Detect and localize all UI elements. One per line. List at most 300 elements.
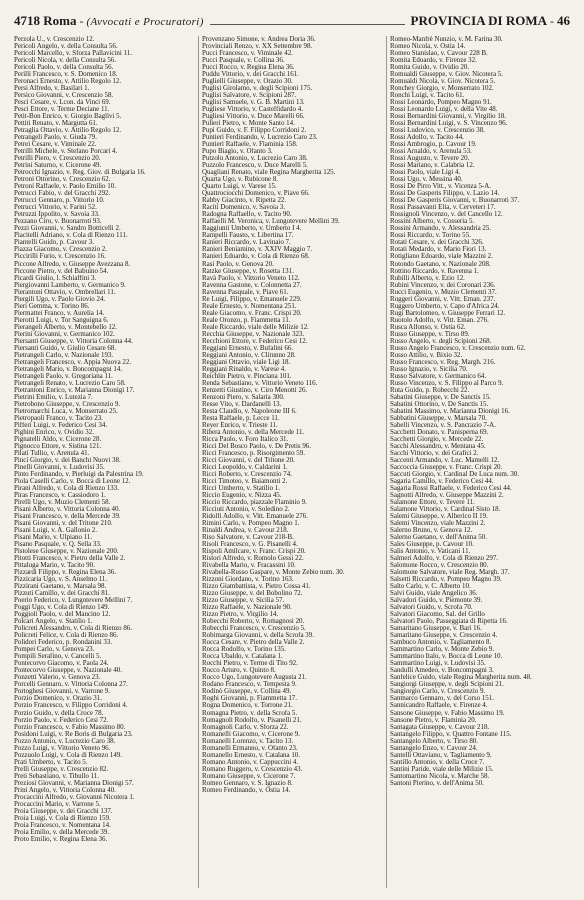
directory-entry: Raggiunti Umberto, v. Umberto I 4. [202, 225, 302, 233]
directory-entry: Rizzoni Giordano, v. Torino 163. [202, 576, 294, 584]
directory-entry: Resta Claudio, v. Napoleone III 6. [202, 407, 297, 415]
directory-entry: Proto Emilio, v. Regina Elena 36. [14, 835, 108, 843]
directory-entry: Sammartino Luigi, v. Ludovisi 35. [390, 660, 486, 668]
directory-entry: Puglisi Girolamo, v. degli Scipioni 175. [202, 85, 313, 93]
directory-entry: Persi Alfredo, v. Basilari 1. [14, 85, 90, 93]
directory-entry: Pisani Francesco, v. della Mercede 39. [14, 513, 121, 521]
directory-entry: Proia Giuseppe, v. dei Gracchi 137. [14, 807, 113, 815]
directory-entry: Piacitelli Adriano, v. Cola di Rienzo 111. [14, 232, 128, 240]
directory-entry: Rossi De Pirro Vitt., v. Vicenza 5-A. [390, 183, 491, 191]
directory-entry: Salvatori Giacomo, Sal. del Grillo [390, 611, 485, 619]
directory-entry: Provinciali Renzo, v. XX Settembre 98. [202, 43, 313, 51]
directory-entry: Santomartino Nicola, v. Marche 58. [390, 772, 490, 780]
directory-entry: Ratzke Giuseppe, v. Rosetta 131. [202, 267, 294, 275]
directory-entry: Pugliesi Vittorio, v. Duce Marelli 66. [202, 113, 305, 121]
directory-entry: Russo Giuseppe, v. Tirso 89. [390, 330, 470, 338]
directory-entry: Robimarga Giovanni, v. della Scrofa 39. [202, 632, 314, 640]
directory-entry: Pittaluga Mario, v. Tacito 90. [14, 562, 95, 570]
directory-entry: Petrucci Vittorio, v. Farini 52. [14, 204, 97, 212]
directory-entry: Rossi Ambrogio, p. Cavour 19. [390, 141, 477, 149]
directory-entry: Santangelo Filippo, v. Quattro Fontane 115. [390, 730, 512, 738]
directory-entry: Prelli Giuseppe, v. Crescenzio 82. [14, 765, 109, 773]
directory-entry: Rossi Ugo, v. Messina 40. [390, 176, 463, 184]
directory-entry: Petit-Bon Enrico, v. Giorgio Baglivi 5. [14, 113, 122, 121]
directory-entry: Ricci Roberto, v. Crescenzio 74. [202, 470, 292, 478]
directory-entry: Santini Paride, viale delle Milizie 15. [390, 765, 494, 773]
directory-entry: Piersanti Giuseppe, v. Vittoria Colonna 44. [14, 337, 133, 345]
directory-entry: Poggioli Paolo, v. del Mancino 12. [14, 611, 111, 619]
directory-entry: Pesci Ettore, v. Terme Deciane 11. [14, 106, 110, 114]
directory-entry: Piola Caselli Carlo, v. Bocca di Leone 12. [14, 477, 131, 485]
directory-entry: Salvatori Paolo, Passeggiata di Ripetta 16. [390, 618, 508, 626]
directory-entry: Rispoli Amilcare, v. Franc. Crispi 20. [202, 548, 306, 556]
directory-entry: Santangelo Alberto, v. Tirso 80. [390, 737, 479, 745]
page-header [14, 13, 570, 31]
directory-entry: Pompei Carlo, v. Genova 23. [14, 646, 95, 654]
directory-entry: Sacchetti Giorgio, v. Mercede 22. [390, 435, 484, 443]
directory-entry: Ruotolo Adolfo, v. Vitt. Eman. 276. [390, 316, 489, 324]
directory-entry: Porzio Paolo, v. Federico Cesi 72. [14, 716, 109, 724]
directory-entry: Puntieri Ferdinando, v. Lucrezio Caro 23. [202, 134, 318, 142]
directory-entry: Salamone Ettore, v. Tevere 11. [390, 499, 475, 507]
directory-entry: Reggiani Rinaldo, v. Varese 4. [202, 365, 287, 373]
directory-entry: Ricci Leopoldo, v. Caldarini 1. [202, 463, 288, 471]
directory-entry: Piantelli Guido, p. Cavour 3. [14, 239, 94, 247]
directory-entry: Rubini Vincenzo, v. dei Coronari 236. [390, 281, 496, 289]
directory-entry: Pietromarchi Luca, v. Monserrato 25. [14, 407, 118, 415]
directory-entry: Pisano Pasquale, v. Q. Sella 33. [14, 541, 102, 549]
directory-entry: Rinaldi Andrea, v. Cavour 218. [202, 527, 289, 535]
listing-columns [14, 36, 570, 888]
directory-entry: Peronaci Ernesto, v. Attilio Regolo 12. [14, 78, 122, 86]
directory-entry: Petrei Cesare, v. Viminale 22. [14, 141, 97, 149]
directory-entry: Ridolfi Adolfo, v. Vitt. Emanuele 276. [202, 513, 308, 521]
directory-entry: Pietrangeli Renato, v. Lucrezio Caro 58. [14, 379, 126, 387]
directory-entry: Rocca Rodolfo, v. Torino 135. [202, 646, 286, 654]
listing-column-3 [386, 36, 570, 888]
directory-entry: Poerio Federico, v. Lungotevere Mellini 7. [14, 597, 133, 605]
directory-entry: Quagliani Renato, viale Regina Margherita 125. [202, 169, 336, 177]
directory-entry: Ruggeri Giovanni, v. Vitt. Eman. 237. [390, 295, 496, 303]
directory-entry: Reggiani Antonio, v. Clitunno 28. [202, 351, 296, 359]
directory-entry: Pietrini Emilio, v. Lutezia 7. [14, 393, 93, 401]
directory-entry: Porzio Domenico, v. Orazio 31. [14, 695, 102, 703]
directory-entry: Romano Giuseppe, v. Cicerone 7. [202, 772, 296, 780]
directory-entry: Rugi Bartolomeo, v. Giuseppe Ferrari 12. [390, 309, 506, 317]
directory-entry: Pucci Francesco, v. Viminale 42. [202, 50, 293, 58]
directory-entry: Sagaria Camillo, v. Federico Cesi 44. [390, 477, 494, 485]
directory-entry: Romano Antonio, v. Cappuccini 4. [202, 758, 299, 766]
directory-entry: Polcari Angelo, v. Statilio 1. [14, 618, 93, 626]
directory-entry: Pisani Luigi, v. A. Gallonio 2. [14, 527, 97, 535]
directory-entry: Preziosi Giovanni, v. Marianna Dionigi 57. [14, 779, 134, 787]
directory-entry: Pistolese Giuseppe, v. Nazionale 200. [14, 548, 119, 556]
directory-entry: Pizzirani Gaetano, v. Marsala 98. [14, 583, 107, 591]
directory-entry: Piergiovanni Lamberto, v. Germanico 9. [14, 281, 126, 289]
directory-entry: Pizzicaria Ugo, v. S. Anselmo 11. [14, 576, 108, 584]
directory-entry: Raffaelli M. Veronica, v. Lungotevere Mellini 39. [202, 218, 340, 226]
directory-entry: Posidoni Luigi, v. Re Boris di Bulgaria 23. [14, 730, 133, 738]
directory-entry: Provenzano Simone, v. Andrea Doria 36. [202, 36, 316, 43]
directory-entry: Prini Angelo, v. Vittoria Colonna 40. [14, 786, 116, 794]
directory-entry: Ricca Paolo, v. Foro Italico 31. [202, 435, 289, 443]
directory-entry: Rizzo Pietro, v. Virgilio 14. [202, 611, 279, 619]
directory-entry: Rossi Paolo, viale Ligi 4. [390, 169, 461, 177]
directory-entry: Pisani Mario, v. Ulpiano 11. [14, 534, 93, 542]
directory-entry: Saccenti Armando, v. Luc. Mamelli 12. [390, 456, 500, 464]
directory-entry: Pulieri Pietro, v. Monte Santo 14. [202, 120, 295, 128]
directory-entry: Petroni Ottorino, v. Crescenzio 62. [14, 176, 111, 184]
directory-entry: Petroni Raffaele, v. Paolo Emilio 10. [14, 183, 116, 191]
directory-entry: Sales Giuseppe, p. Cavour 10. [390, 541, 474, 549]
directory-entry: Rizzo Giuseppe, v. del Bobolino 72. [202, 590, 303, 598]
directory-entry: Sagaria Rossi Raffaele, v. Federico Cesi 44. [390, 485, 512, 492]
directory-entry: Piazza Giacomo, v. Crescenzio 2. [14, 246, 107, 254]
directory-entry: Santangelo Enzo, v. Cavour 24. [390, 744, 478, 752]
directory-entry: Proia Luigi, v. Cola di Rienzo 159. [14, 814, 111, 822]
directory-entry: Rocca Cesare, v. Pietro della Valle 2. [202, 639, 305, 647]
directory-entry: Pupo Biagio, v. Ofanto 3. [202, 148, 273, 156]
directory-entry: Pinci Giorgio, v. dei Banchi Nuovi 38. [14, 456, 121, 464]
directory-entry: Putzolu Antonio, v. Lucrezio Caro 38. [202, 155, 308, 163]
directory-entry: Rossi Riccardo, v. Torino 55. [390, 232, 471, 240]
directory-entry: Recchioni Ettore, v. Federico Cesi 12. [202, 337, 308, 345]
directory-entry: Picardi Giulio, l. Schiaffini 3. [14, 274, 97, 282]
directory-entry: Piras Francesco, v. Cassiodoro 1. [14, 492, 106, 500]
directory-entry: Rotigliano Edoardo, viale Mazzini 2. [390, 253, 493, 261]
directory-entry: Proia Francesco, v. Nomentana 14. [14, 821, 111, 829]
directory-entry: Petrilli Piero, v. Crescenzio 20. [14, 155, 101, 163]
directory-entry: Rossi De Gasperis Filippo, v. Lazio 14. [390, 190, 500, 198]
directory-entry: Pirani Alfredo, v. Cola di Rienzo 133. [14, 485, 119, 492]
directory-entry: Pupi Guido, v. F. Filippo Corridoni 2. [202, 127, 307, 135]
directory-entry: Pietropaoli Franco, v. Tacito 23. [14, 414, 103, 422]
directory-entry: Ranieri Eduardo, v. Cola di Rienzo 68. [202, 253, 310, 261]
directory-entry: Ricci Umberto, v. Statilio 1. [202, 485, 280, 492]
directory-entry: Rossi Arnaldo, v. Arenula 53. [390, 148, 472, 156]
directory-entry: Reale Giacomo, v. Franc. Crispi 20. [202, 309, 302, 317]
directory-entry: Sannicandro Raffaele, v. Firenze 4. [390, 702, 488, 710]
directory-entry: Raciti Domenico, v. Savoia 3. [202, 204, 285, 212]
directory-entry: Pinelli Giovanni, v. Ludovisi 35. [14, 463, 105, 471]
directory-entry: Pizzuti Camillo, v. dei Gracchi 81. [14, 590, 110, 598]
directory-entry: Santillo Antonio, v. della Croce 7. [390, 758, 485, 766]
directory-entry: Pizzardi Filippo, v. Regina Elena 36. [14, 569, 117, 577]
directory-entry: Rossignoli Vincenzo, v. del Cancello 12. [390, 211, 503, 219]
directory-entry: Pezzi Giovanni, v. Sandro Botticelli 2. [14, 225, 121, 233]
directory-entry: Rabby Giacinto, v. Ripetta 22. [202, 197, 287, 205]
directory-entry: Russo Attilio, v. Bixio 32. [390, 351, 463, 359]
directory-entry: Reggiani Ottavio, viale Ligi 18. [202, 358, 291, 366]
directory-entry: Rossi Passavanti Elia, v. Cerveteri 17. [390, 204, 496, 212]
directory-entry: Pifferi Luigi, v. Federico Cesi 34. [14, 421, 108, 429]
directory-entry: Rossi Leonardo, Pompeo Magno 91. [390, 99, 492, 107]
directory-entry: Pietrobono Giuseppe, v. Crescenzio 9. [14, 400, 121, 408]
directory-entry: Romeo Ferdinando, v. Ostia 14. [202, 786, 291, 794]
directory-entry: Pugliese Vittorio, v. Castelfidardo 4. [202, 106, 303, 114]
directory-entry: Preti Sebastiano, v. Tibullo 11. [14, 772, 100, 780]
directory-entry: Procaccini Mario, v. Varrone 5. [14, 800, 101, 808]
directory-entry: Sammartino Italo, v. Bocca di Leone 10. [390, 653, 503, 661]
directory-entry: Piersanti Guido, v. Giulio Cesare 68. [14, 344, 117, 352]
directory-entry: Puntieri Raffaele, v. Flaminia 158. [202, 141, 298, 149]
directory-entry: Rogna Domenico, v. Torrone 21. [202, 702, 293, 710]
directory-entry: Pontecorvo Giacomo, v. Paola 24. [14, 660, 109, 668]
directory-entry: Ranieri Beniamino, v. XXIV Maggio 7. [202, 246, 313, 254]
directory-entry: Samaritano Giuseppe, v. Bari 16. [390, 625, 482, 633]
directory-entry: Salvatori Guido, v. Scrofa 70. [390, 604, 473, 612]
header-separator: - [79, 14, 84, 28]
directory-entry: Rossi Adolfo, v. Tacito 44. [390, 134, 464, 142]
directory-entry: Rossi Leonardo Luigi, v. della Vite 48. [390, 106, 498, 114]
directory-entry: Ravenna Pasquale, v. Piave 61. [202, 288, 289, 296]
directory-entry: Sabelli Vincenzo, v. S. Pancrazio 7-A. [390, 421, 496, 429]
directory-entry: Reale Riccardo, viale delle Milizie 12. [202, 323, 309, 331]
directory-entry: Quarto Luigi, v. Varese 15. [202, 183, 277, 191]
directory-entry: Sacchi Alessandro, v. Mentana 45. [390, 442, 486, 450]
directory-entry: Proia Emilio, v. della Mercede 39. [14, 828, 110, 836]
directory-entry: Petrucci Gennaro, p. Vittorio 10. [14, 197, 105, 205]
directory-entry: Petrangeli Paolo, v. Giuda 79. [14, 134, 97, 142]
directory-entry: Pieri Gemma, v. Torino 86. [14, 302, 90, 310]
directory-entry: Rodinò Giuseppe, v. Collina 49. [202, 688, 292, 696]
directory-entry: Porcelli Gennaro, v. Vittoria Colonna 27. [14, 681, 128, 689]
directory-entry: Rossi De Gasperis Giovanni, v. Buonarroti 37. [390, 197, 520, 205]
directory-entry: Pesci Cesare, v. Lcon. da Vinci 69. [14, 99, 111, 107]
directory-entry: Riccio Riccardo, piazzale Flaminio 9. [202, 499, 307, 507]
directory-entry: Ruta Guido, p. Robecchi 22. [390, 386, 470, 394]
directory-entry: Sabatini Ottorino, v. De Sanctis 15. [390, 400, 489, 408]
directory-entry: Petruzzi Ippolito, v. Savoia 33. [14, 211, 100, 219]
directory-entry: Sansone Giuseppe, v. Fabio Massimo 19. [390, 709, 505, 717]
directory-entry: Roghi Giovanni, p. Fiammetta 17. [202, 695, 297, 703]
directory-entry: Romeo Stanislao, v. Cavour 228 B. [390, 50, 488, 58]
directory-entry: Salemi Giuseppe, v. Alberico II 19. [390, 513, 488, 521]
directory-entry: Rusca Alfonso, v. Ostia 62. [390, 323, 466, 331]
directory-entry: Sacchi Vittorio, v. dei Grafici 2. [390, 449, 479, 457]
directory-entry: Sacchetti Donato, v. Panisperna 69. [390, 428, 489, 436]
directory-entry: Pitotti Francesco, v. Pietro della Valle 2. [14, 555, 126, 563]
directory-entry: Romita Guido, v. Ovidio 20. [390, 64, 470, 72]
directory-entry: Petrocchi Ignazio, v. Reg. Giov. di Bulgaria 16. [14, 169, 146, 177]
directory-entry: Sandulli Amedeo, v. Boncompagni 3. [390, 667, 494, 675]
directory-entry: Reale Ernesto, v. Nomentana 251. [202, 302, 297, 310]
directory-entry: Porzio Francesco, v. Fabio Massimo 80. [14, 723, 126, 731]
directory-entry: Rivabella-Russo Gaspare, v. Monte Zebio num. 30. [202, 569, 345, 577]
directory-entry: Sanfelice Guido, viale Regina Margherita num. 48. [390, 674, 532, 682]
directory-entry: Ricci Francesco, p. Risorgimento 59. [202, 449, 305, 457]
directory-entry: Reyer Enrico, v. Trieste 11. [202, 421, 278, 429]
directory-entry: Polidori Federico, p. Rondanini 33. [14, 639, 113, 647]
directory-entry: Rampelli Fausto, v. Libertina 17. [202, 232, 294, 240]
directory-entry: Russo Ignazio, v. Sicilia 70. [390, 365, 468, 373]
directory-entry: Rivabella Mario, v. Fracassini 10. [202, 562, 296, 570]
directory-entry: Romano Ruggero, v. Crescenzio 43. [202, 765, 303, 773]
directory-entry: Pignocco Ettore, v. Sistina 121. [14, 442, 102, 450]
directory-entry: Persico Giovanni, v. Crescenzio 58. [14, 92, 114, 100]
directory-entry: Perzola U., v. Crescenzio 12. [14, 36, 95, 43]
directory-entry: Riso Salvatore, v. Cavour 218-B. [202, 534, 294, 542]
directory-entry: Rimini Carlo, v. Pompeo Magno 1. [202, 520, 300, 528]
directory-entry: Puglielli Giuseppe, v. Orazio 30. [202, 78, 293, 86]
directory-entry: Porzio Guido, v. della Croce 78. [14, 709, 104, 717]
directory-entry: Russo Vincenzo, v. S. Filippo al Parco 9. [390, 379, 504, 387]
header-separator-right: - [550, 14, 554, 28]
directory-entry: Sagnotti Alfredo, v. Giuseppe Mazzini 2. [390, 492, 504, 500]
directory-entry: Piccone Alfredo, v. Giuseppe Avezzana 8. [14, 260, 131, 268]
directory-entry: Russo Francesco, v. Reg. Margh. 216. [390, 358, 496, 366]
directory-entry: Pierantoni Ottavio, v. Ombrellari 11. [14, 288, 116, 296]
directory-entry: Pisani Alberto, v. Vittoria Colonna 40. [14, 506, 121, 514]
directory-entry: Quattrociocchi Domenico, v. Piave 66. [202, 190, 310, 198]
directory-entry: Pezzano Ciro, v. Buonarroti 93. [14, 218, 102, 226]
page-number-and-city: 4718 Roma [14, 13, 77, 28]
sheet-number: 46 [557, 13, 570, 28]
directory-entry: Radogna Raffaello, v. Tacito 90. [202, 211, 292, 219]
directory-entry: Pozzo Antonio, v. Lucrezio Caro 38. [14, 737, 116, 745]
directory-entry: Rubilli Alberto, v. Ezio 12. [390, 274, 465, 282]
directory-entry: Saccuti Giorgio, v. Cardinal De Luca num. 30. [390, 470, 520, 478]
directory-entry: Poggi Ugo, v. Cola di Rienzo 149. [14, 604, 110, 612]
directory-entry: Ranieri Riccardo, v. Lavinaio 7. [202, 239, 291, 247]
directory-entry: Romeo Gennaro, v. S. Ignazio 8. [202, 779, 293, 787]
directory-entry: Ricci Giovanni, v. del Tritone 20. [202, 456, 295, 464]
directory-entry: Rasi Paolo, v. Genova 20. [202, 260, 274, 268]
directory-entry: Salerno Bruno, v. Genova 12. [390, 527, 473, 535]
directory-entry: Santoni Pierino, v. dell'Anima 50. [390, 779, 484, 787]
directory-entry: Sambuco Antonio, v. Tagliamento 8. [390, 639, 492, 647]
directory-entry: Sangiorgio Carlo, v. Crescenzio 9. [390, 688, 486, 696]
directory-entry: Sammartino Carlo, v. Monte Zebio 9. [390, 646, 494, 654]
directory-entry: Piermattei Franco, v. Aurelia 14. [14, 309, 105, 317]
directory-entry: Salamone Vittorio, v. Cardinal Sisto 18. [390, 506, 501, 514]
directory-entry: Sabatini Giuseppe, v. De Sanctis 15. [390, 393, 491, 401]
directory-entry: Ricciuti Antonio, v. Soledino 2. [202, 506, 290, 514]
directory-entry: Saccoccia Giuseppe, v. Franc. Crispi 20. [390, 463, 503, 471]
directory-entry: Resta Raffaele, p. Lecce 11. [202, 414, 280, 422]
directory-entry: Sabatini Massimo, v. Marianna Dionigi 16. [390, 407, 510, 415]
province-title: PROVINCIA DI ROMA [410, 13, 547, 28]
directory-entry: Pirelli Ugo, v. Muzio Clementi 58. [14, 499, 111, 507]
directory-entry: Policreti Felice, v. Cola di Rienzo 86. [14, 632, 119, 640]
directory-entry: Salomone Rocco, v. Crescenzio 80. [390, 562, 489, 570]
directory-entry: Rossi Mariano, v. Calabria 12. [390, 162, 475, 170]
directory-entry: Romanelli Lorenzo, v. Tacito 13. [202, 737, 294, 745]
directory-entry: Romagna Pietro, v. della Scrofa 5. [202, 709, 298, 717]
directory-entry: Rotondo Gaetano, v. Nazionale 208. [390, 260, 491, 268]
directory-entry: Puzzolo Francesco, v. Duce Marelli 5. [202, 162, 308, 170]
directory-entry: Petrini Saturno, v. Cicerone 49. [14, 162, 102, 170]
directory-entry: Pietrantoni Enrico, v. Marianna Dionigi 17. [14, 386, 135, 394]
directory-entry: Policreti Alessandro, v. Cola di Rienzo 86. [14, 625, 133, 633]
directory-entry: Sansone Pietro, v. Flaminia 20. [390, 716, 477, 724]
directory-entry: Petrilli Michele, v. Stefano Porcari 4. [14, 148, 118, 156]
directory-entry: Russo Angelo Francesco, v. Crescenzio num. 62. [390, 344, 526, 352]
directory-entry: Pucci Pasquale, v. Collina 36. [202, 57, 285, 65]
directory-entry: Romanello Ernesto, v. Catalana 10. [202, 751, 300, 759]
directory-entry: Salmeri Adolfo, v. Cola di Rienzo 297. [390, 555, 499, 563]
directory-entry: Pierini Giovanni, v. Germanico 102. [14, 330, 115, 338]
directory-entry: Pozzo Luigi, v. Vittorio Veneto 96. [14, 744, 111, 752]
directory-entry: Puglisi Samuele, v. G. B. Martini 13. [202, 99, 305, 107]
directory-entry: Renda Sebastiano, v. Vittorio Veneto 116. [202, 379, 318, 387]
directory-entry: Renzoni Piero, v. Salaria 300. [202, 393, 285, 401]
directory-entry: Rodano Francesco, v. Tempesta 9. [202, 681, 297, 689]
directory-entry: Rottino Riccardo, v. Ravenna 1. [390, 267, 479, 275]
directory-entry: Rucci Eugenio, v. Muzio Clementi 37. [390, 288, 497, 296]
directory-entry: Procaccini Alfredo, v. Giovanni Nicotera 1. [14, 793, 135, 801]
directory-entry: Salvadori Guido, v. Piemonte 39. [390, 597, 483, 605]
directory-entry: Rocca Ubaldo, v. Catalana 1. [202, 653, 283, 661]
directory-entry: Romualdi Giuseppe, v. Giov. Nicotera 5. [390, 71, 503, 79]
directory-entry: Pignatelli Aldo, v. Cicerone 28. [14, 435, 102, 443]
directory-entry: Perilli Francesco, v. S. Domenico 18. [14, 71, 118, 79]
directory-entry: Romanelli Ermanno, v. Ofanto 23. [202, 744, 298, 752]
directory-entry: Pettiti Renato, v. Margutta 61. [14, 120, 98, 128]
directory-entry: Rossi Augusto, v. Tevere 20. [390, 155, 470, 163]
directory-entry: Sabbatini Giuseppe, v. Marsala 70. [390, 414, 487, 422]
directory-entry: Rizzo Giuseppe, v. Sicilia 57. [202, 597, 285, 605]
directory-entry: Russo Salvatore, v. Germanico 64. [390, 372, 487, 380]
directory-entry: Salsetti Riccardo, v. Pompeo Magno 39. [390, 576, 502, 584]
directory-entry: Pucci Rocco, v. Regina Elena 36. [202, 64, 295, 72]
directory-entry: Ravà Paolo, v. Vittorio Veneto 112. [202, 274, 300, 282]
header-rule [210, 24, 405, 25]
directory-entry: Robecchi Francesco, v. Crescenzio 5. [202, 625, 306, 633]
directory-entry: Rizzo Giambattista, v. Pietro Cossa 41. [202, 583, 311, 591]
directory-entry: Ribera Antonio, v. della Mercede 11. [202, 428, 305, 436]
directory-entry: Piccone Pietro, v. del Babuino 54. [14, 267, 109, 275]
directory-entry: Reichlin Pietro, v. Pinciana 101. [202, 372, 292, 380]
directory-entry: Pinto Ferdinando, v. Pierluigi da Palestrina 19. [14, 470, 144, 478]
directory-entry: Ristori Alfredo, v. Romolo Gessi 22. [202, 555, 304, 563]
directory-entry: Piergili Ugo, v. Paolo Giovio 24. [14, 295, 106, 303]
directory-entry: Salvi Guido, viale Angelico 36. [390, 590, 478, 598]
directory-entry: Risoli Francesco, v. G. Pisanelli 4. [202, 541, 298, 549]
directory-entry: Romita Edoardo, v. Firenze 32. [390, 57, 477, 65]
directory-entry: Robecchi Roberto, v. Romagnosi 20. [202, 618, 305, 626]
directory-entry: Salis Antonio, v. Vaticani 11. [390, 548, 471, 556]
directory-entry: Prati Umberto, v. Tacito 5. [14, 758, 88, 766]
directory-entry: Salomone Salvatore, viale Reg. Margh. 37. [390, 569, 510, 577]
directory-entry: Porzio Francesco, v. Filippo Corridoni 4. [14, 702, 128, 710]
directory-entry: Ravenna Gastone, v. Colonnetta 27. [202, 281, 302, 289]
directory-entry: Ronchi Luigi, v. Tacito 61. [390, 92, 465, 100]
directory-entry: Portoghesi Giovanni, v. Varrone 9. [14, 688, 110, 696]
directory-entry: Pisani Giovanni, v. del Tritone 210. [14, 520, 113, 528]
directory-entry: Salerno Gaetano, v. dell'Anima 50. [390, 534, 487, 542]
directory-entry: Rocco Ugo, Lungotevere Augusta 21. [202, 674, 307, 682]
directory-entry: Ricci Del Bosco Paolo, v. De Pretis 96. [202, 442, 311, 450]
directory-entry: Quarta Ugo, v. Rubicone 8. [202, 176, 279, 184]
directory-entry: Romagnoli Carlo, v. Sforza 22. [202, 723, 289, 731]
directory-entry: Pietrangeli Francesco, v. Appia Nuova 22. [14, 358, 132, 366]
directory-entry: Rossi Bernardini Giovanni, v. Virgilio 18. [390, 113, 507, 121]
directory-entry: Pilati Tullio, v. Arenula 41. [14, 449, 90, 457]
directory-entry: Rossi Ludovico, v. Crescenzio 38. [390, 127, 485, 135]
directory-entry: Pietrangeli Paolo, v. Gregoriana 11. [14, 372, 113, 380]
directory-entry: Pontecorvo Giuseppe, v. Nazionale 40. [14, 667, 123, 675]
directory-entry: Reggiani Ernesto, v. Bufalini 66. [202, 344, 294, 352]
directory-entry: Samaritano Giuseppe, v. Crescenzio 4. [390, 632, 498, 640]
directory-entry: Resse Vito, v. Dardanelli 13. [202, 400, 282, 408]
directory-entry: Petraglia Ottavio, v. Attilio Regolo 12. [14, 127, 122, 135]
directory-entry: Romualdi Nicola, v. Giov. Nicotera 5. [390, 78, 496, 86]
directory-entry: Rossi Bernardini Luigi, v. S. Vincenzo 96. [390, 120, 508, 128]
directory-entry: Pompili Serafino, v. Cancelli 5. [14, 653, 102, 661]
directory-entry: Ponzetti Valerio, v. Genova 23. [14, 674, 101, 682]
directory-entry: Riccio Eugenio, v. Nizza 45. [202, 492, 282, 500]
